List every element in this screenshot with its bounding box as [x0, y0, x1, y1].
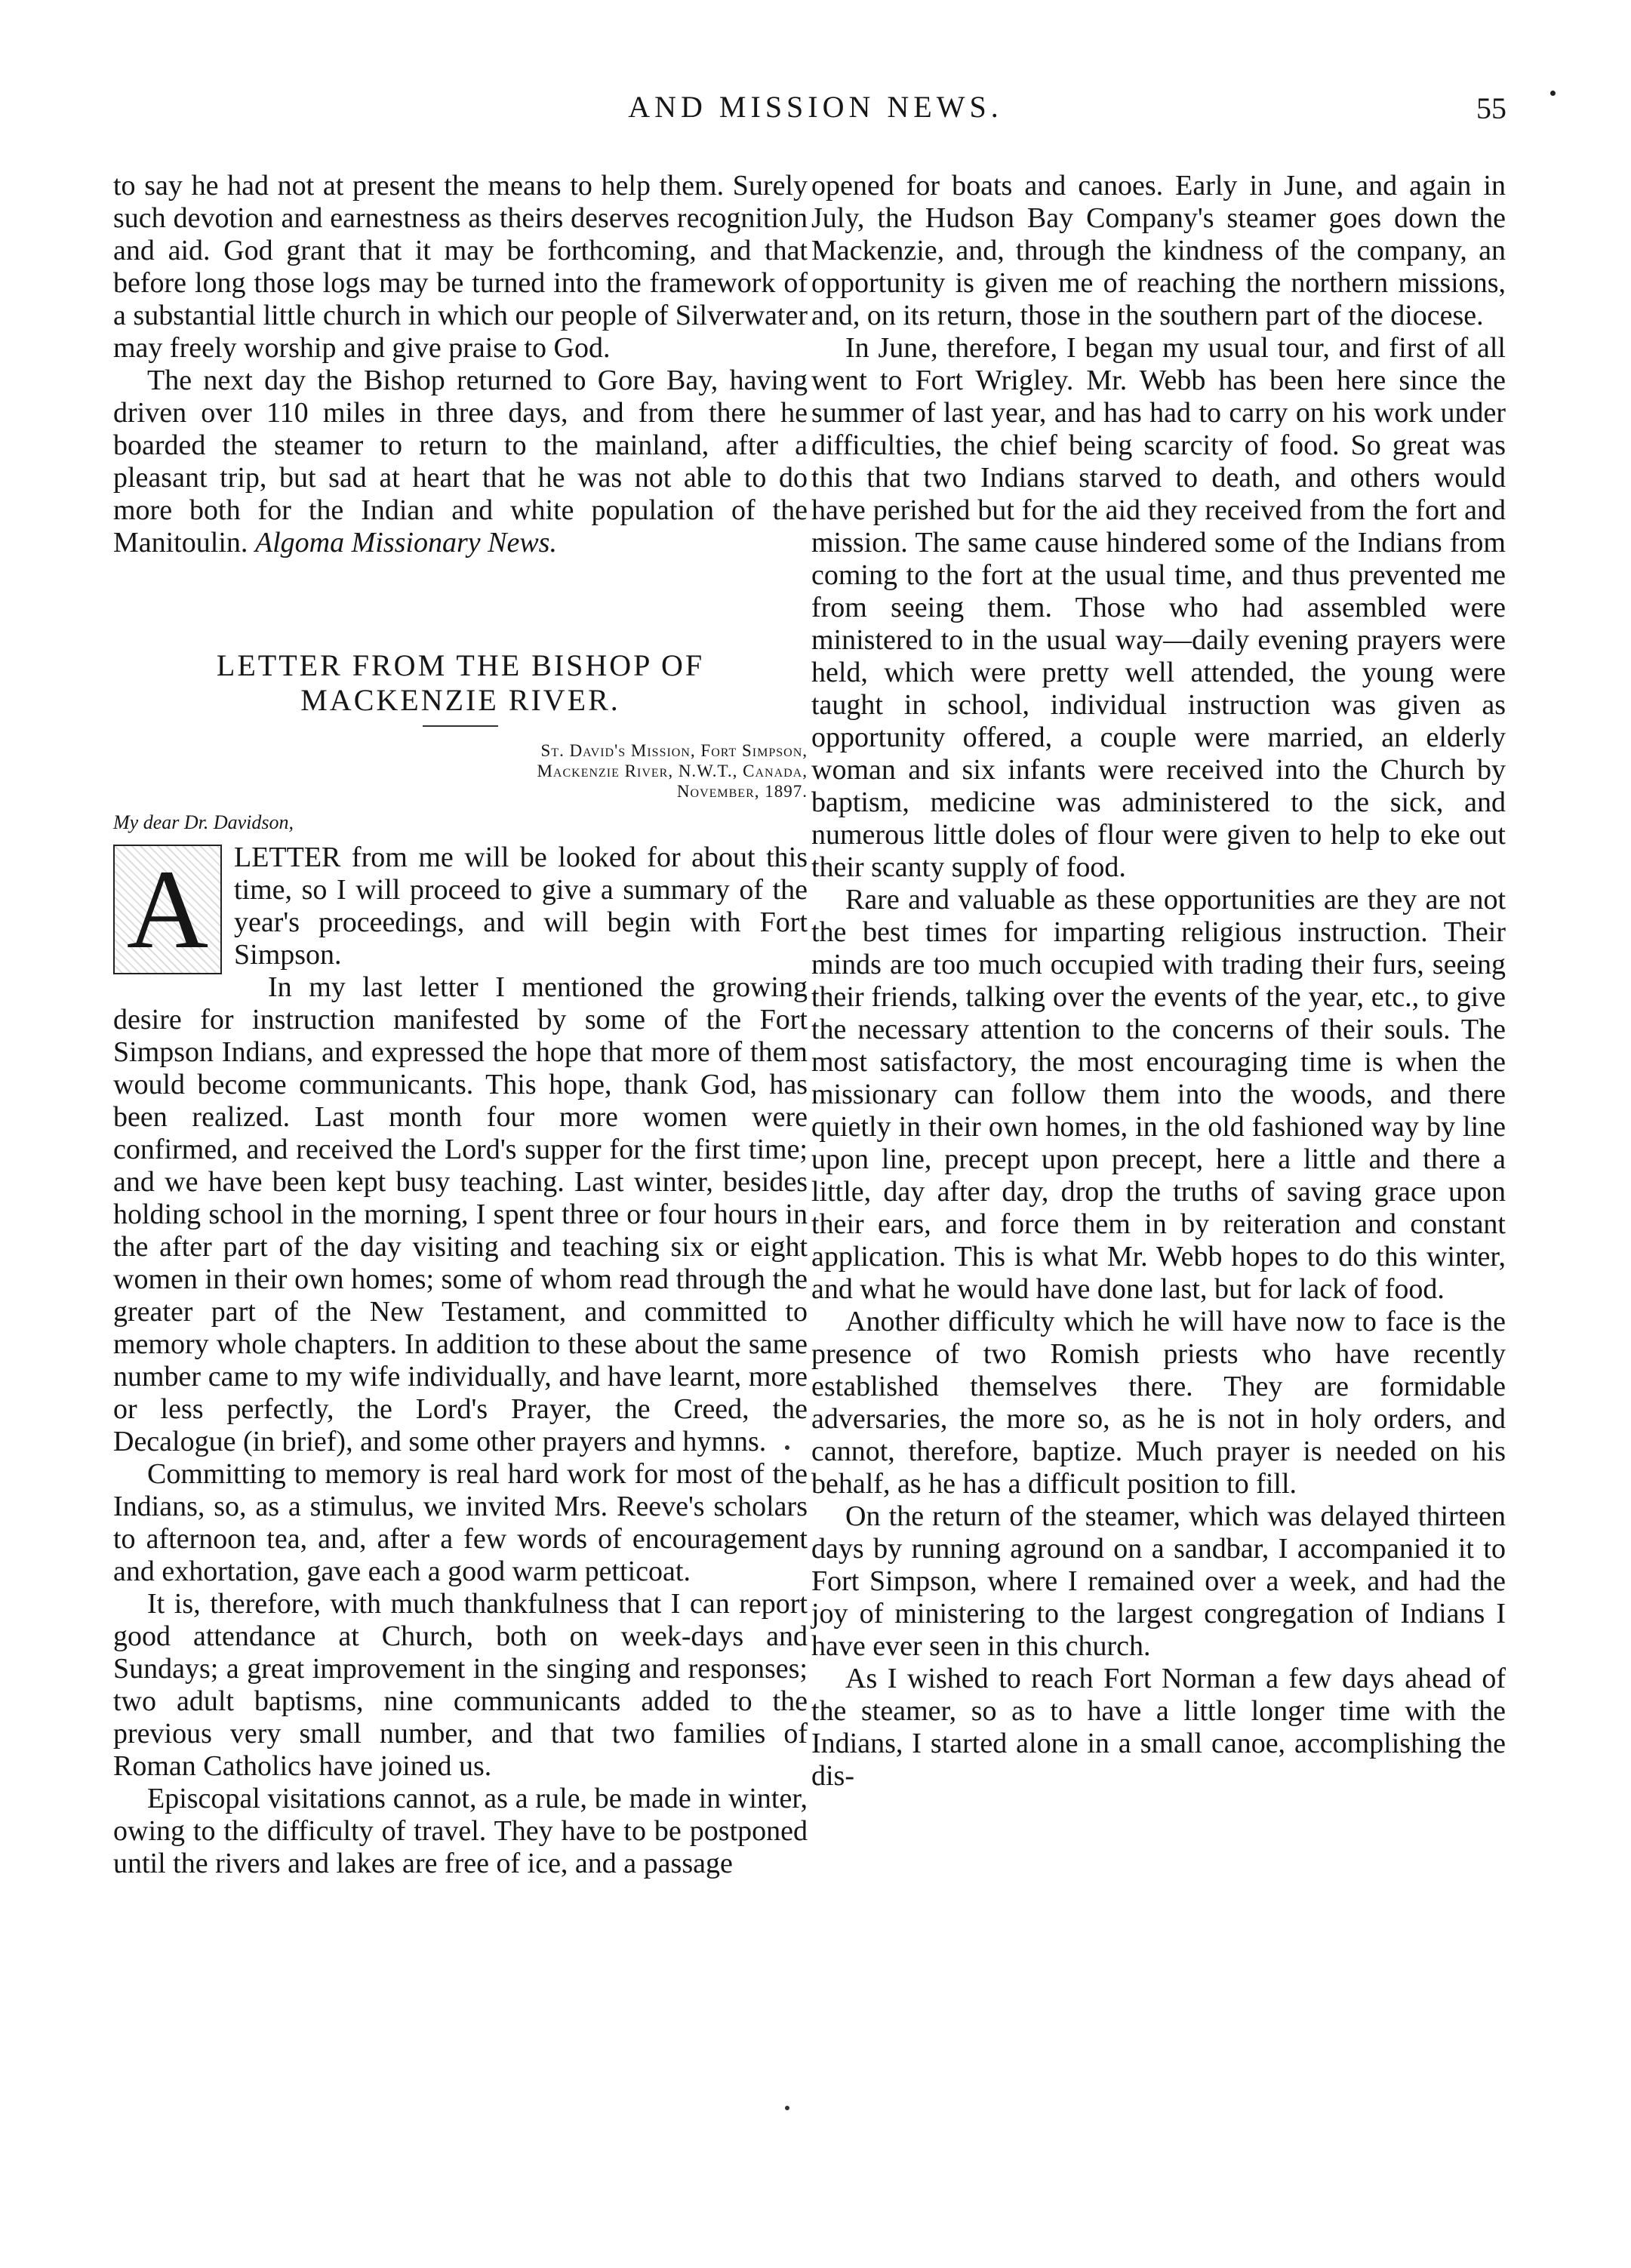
- print-speck: [1550, 91, 1556, 96]
- source-signature: Algoma Missionary News.: [254, 527, 557, 559]
- running-title: AND MISSION NEWS.: [628, 90, 1003, 124]
- paragraph: to say he had not at present the means to help them. Surely such devotion and earnestness as theirs deserves recognition and aid. God grant that it may be forthcoming, and that before long those logs may be turned into the framework of a substantial little church in which our people of Silverwater may freely worship and give praise to God.: [113, 170, 808, 364]
- paragraph: Another difficulty which he will have now to face is the presence of two Romish priests who have recently established themselves there. They are formidable adversaries, the more so, as he is not in holy orders, and cannot, therefore, baptize. Much prayer is needed on his behalf, as he has a difficult position to fill.: [811, 1306, 1506, 1500]
- address-line: St. David's Mission, Fort Simpson,: [540, 741, 808, 760]
- heading-rule: [423, 725, 498, 727]
- paragraph-text: The next day the Bishop returned to Gore Bay, having driven over 110 miles in three days, and from there he boarded the steamer to return to the mainland, after a pleasant trip, but sad at heart that he was not able to do more both for the Indian and white population of the Manitoulin.: [113, 365, 808, 559]
- paragraph: As I wished to reach Fort Norman a few days ahead of the steamer, so as to have a little longer time with the Indians, I started alone in a small canoe, accomplishing the dis-: [811, 1663, 1506, 1792]
- paragraph: opened for boats and canoes. Early in June, and again in July, the Hudson Bay Company's steamer goes down the Mackenzie, and, through the kindness of the company, an opportunity is given me of reaching the northern missions, and, on its return, those in the southern part of the diocese.: [811, 170, 1506, 331]
- print-speck: [785, 1445, 789, 1450]
- paragraph: Committing to memory is real hard work for most of the Indians, so, as a stimulus, we invited Mrs. Reeve's scholars to afternoon tea, and, after a few words of encouragement and exhortation, gave each a good warm petticoat.: [113, 1458, 808, 1587]
- paragraph: Rare and valuable as these opportunities are they are not the best times for imparting religious instruction. Their minds are too much occupied with trading their furs, seeing their friends, talking over the events of the year, etc., to give the necessary attention to the concerns of their souls. The most satisfactory, the most encouraging time is when the missionary can follow them into the woods, and there quietly in their own homes, in the old fashioned way by line upon line, precept upon precept, here a little and there a little, day after day, drop the truths of saving grace upon their ears, and force them in by reiteration and constant application. This is what Mr. Webb hopes to do this winter, and what he would have done last, but for lack of food.: [811, 884, 1506, 1305]
- article-heading: [113, 648, 808, 718]
- paragraph: In June, therefore, I began my usual tour, and first of all went to Fort Wrigley. Mr. Webb has been here since the summer of last year, and has had to carry on his work under difficulties, the chief being scarcity of food. So great was this that two Indians starved to death, and others would have perished but for the aid they received from the fort and mission. The same cause hindered some of the Indians from coming to the fort at the usual time, and thus prevented me from seeing them. Those who had assembled were ministered to in the usual way—daily evening prayers were held, which were pretty well attended, the young were taught in school, individual instruction was given as opportunity offered, a couple were married, an elderly woman and six infants were received into the Church by baptism, medicine was administered to the sick, and numerous little doles of flour were given to help to eke out their scanty supply of food.: [811, 332, 1506, 883]
- paragraph-text: LETTER from me will be looked for about this time, so I will proceed to give a summary of the year's proceedings, and will begin with Fort Simpson.: [234, 842, 808, 971]
- address-line: November, 1897.: [676, 782, 808, 801]
- left-column: [113, 170, 808, 1880]
- paragraph: Episcopal visitations cannot, as a rule, be made in winter, owing to the difficulty of travel. They have to be postponed until the rivers and lakes are free of ice, and a passage: [113, 1783, 808, 1879]
- salutation: My dear Dr. Davidson,: [113, 811, 294, 833]
- ornamental-dropcap: A: [113, 845, 222, 974]
- heading-line: LETTER FROM THE BISHOP OF: [216, 648, 705, 682]
- right-column: [811, 170, 1506, 1793]
- print-speck: [785, 2106, 789, 2110]
- paragraph: It is, therefore, with much thankfulness that I can report good attendance at Church, both on week-days and Sundays; a great improvement in the singing and responses; two adult baptisms, nine communicants added to the previous very small number, and that two families of Roman Catholics have joined us.: [113, 1588, 808, 1782]
- paragraph: On the return of the steamer, which was delayed thirteen days by running aground on a sandbar, I accompanied it to Fort Simpson, where I remained over a week, and had the joy of ministering to the largest congregation of Indians I have ever seen in this church.: [811, 1500, 1506, 1662]
- heading-line: MACKENZIE RIVER.: [300, 683, 620, 717]
- paragraph: [113, 365, 808, 559]
- paragraph: In my last letter I mentioned the growing desire for instruction manifested by some of the Fort Simpson Indians, and expressed the hope that more of them would become communicants. This hope, thank God, has been realized. Last month four more women were confirmed, and received the Lord's supper for the first time; and we have been kept busy teaching. Last winter, besides holding school in the morning, I spent three or four hours in the after part of the day visiting and teaching six or eight women in their own homes; some of whom read through the greater part of the New Testament, and committed to memory whole chapters. In addition to these about the same number came to my wife individually, and have learnt, more or less perfectly, the Lord's Prayer, the Creed, the Decalogue (in brief), and some other prayers and hymns.: [113, 971, 808, 1457]
- letter-address: [113, 740, 808, 802]
- address-line: Mackenzie River, N.W.T., Canada,: [537, 762, 808, 780]
- paragraph: [113, 842, 808, 971]
- page-number: 55: [1476, 91, 1506, 125]
